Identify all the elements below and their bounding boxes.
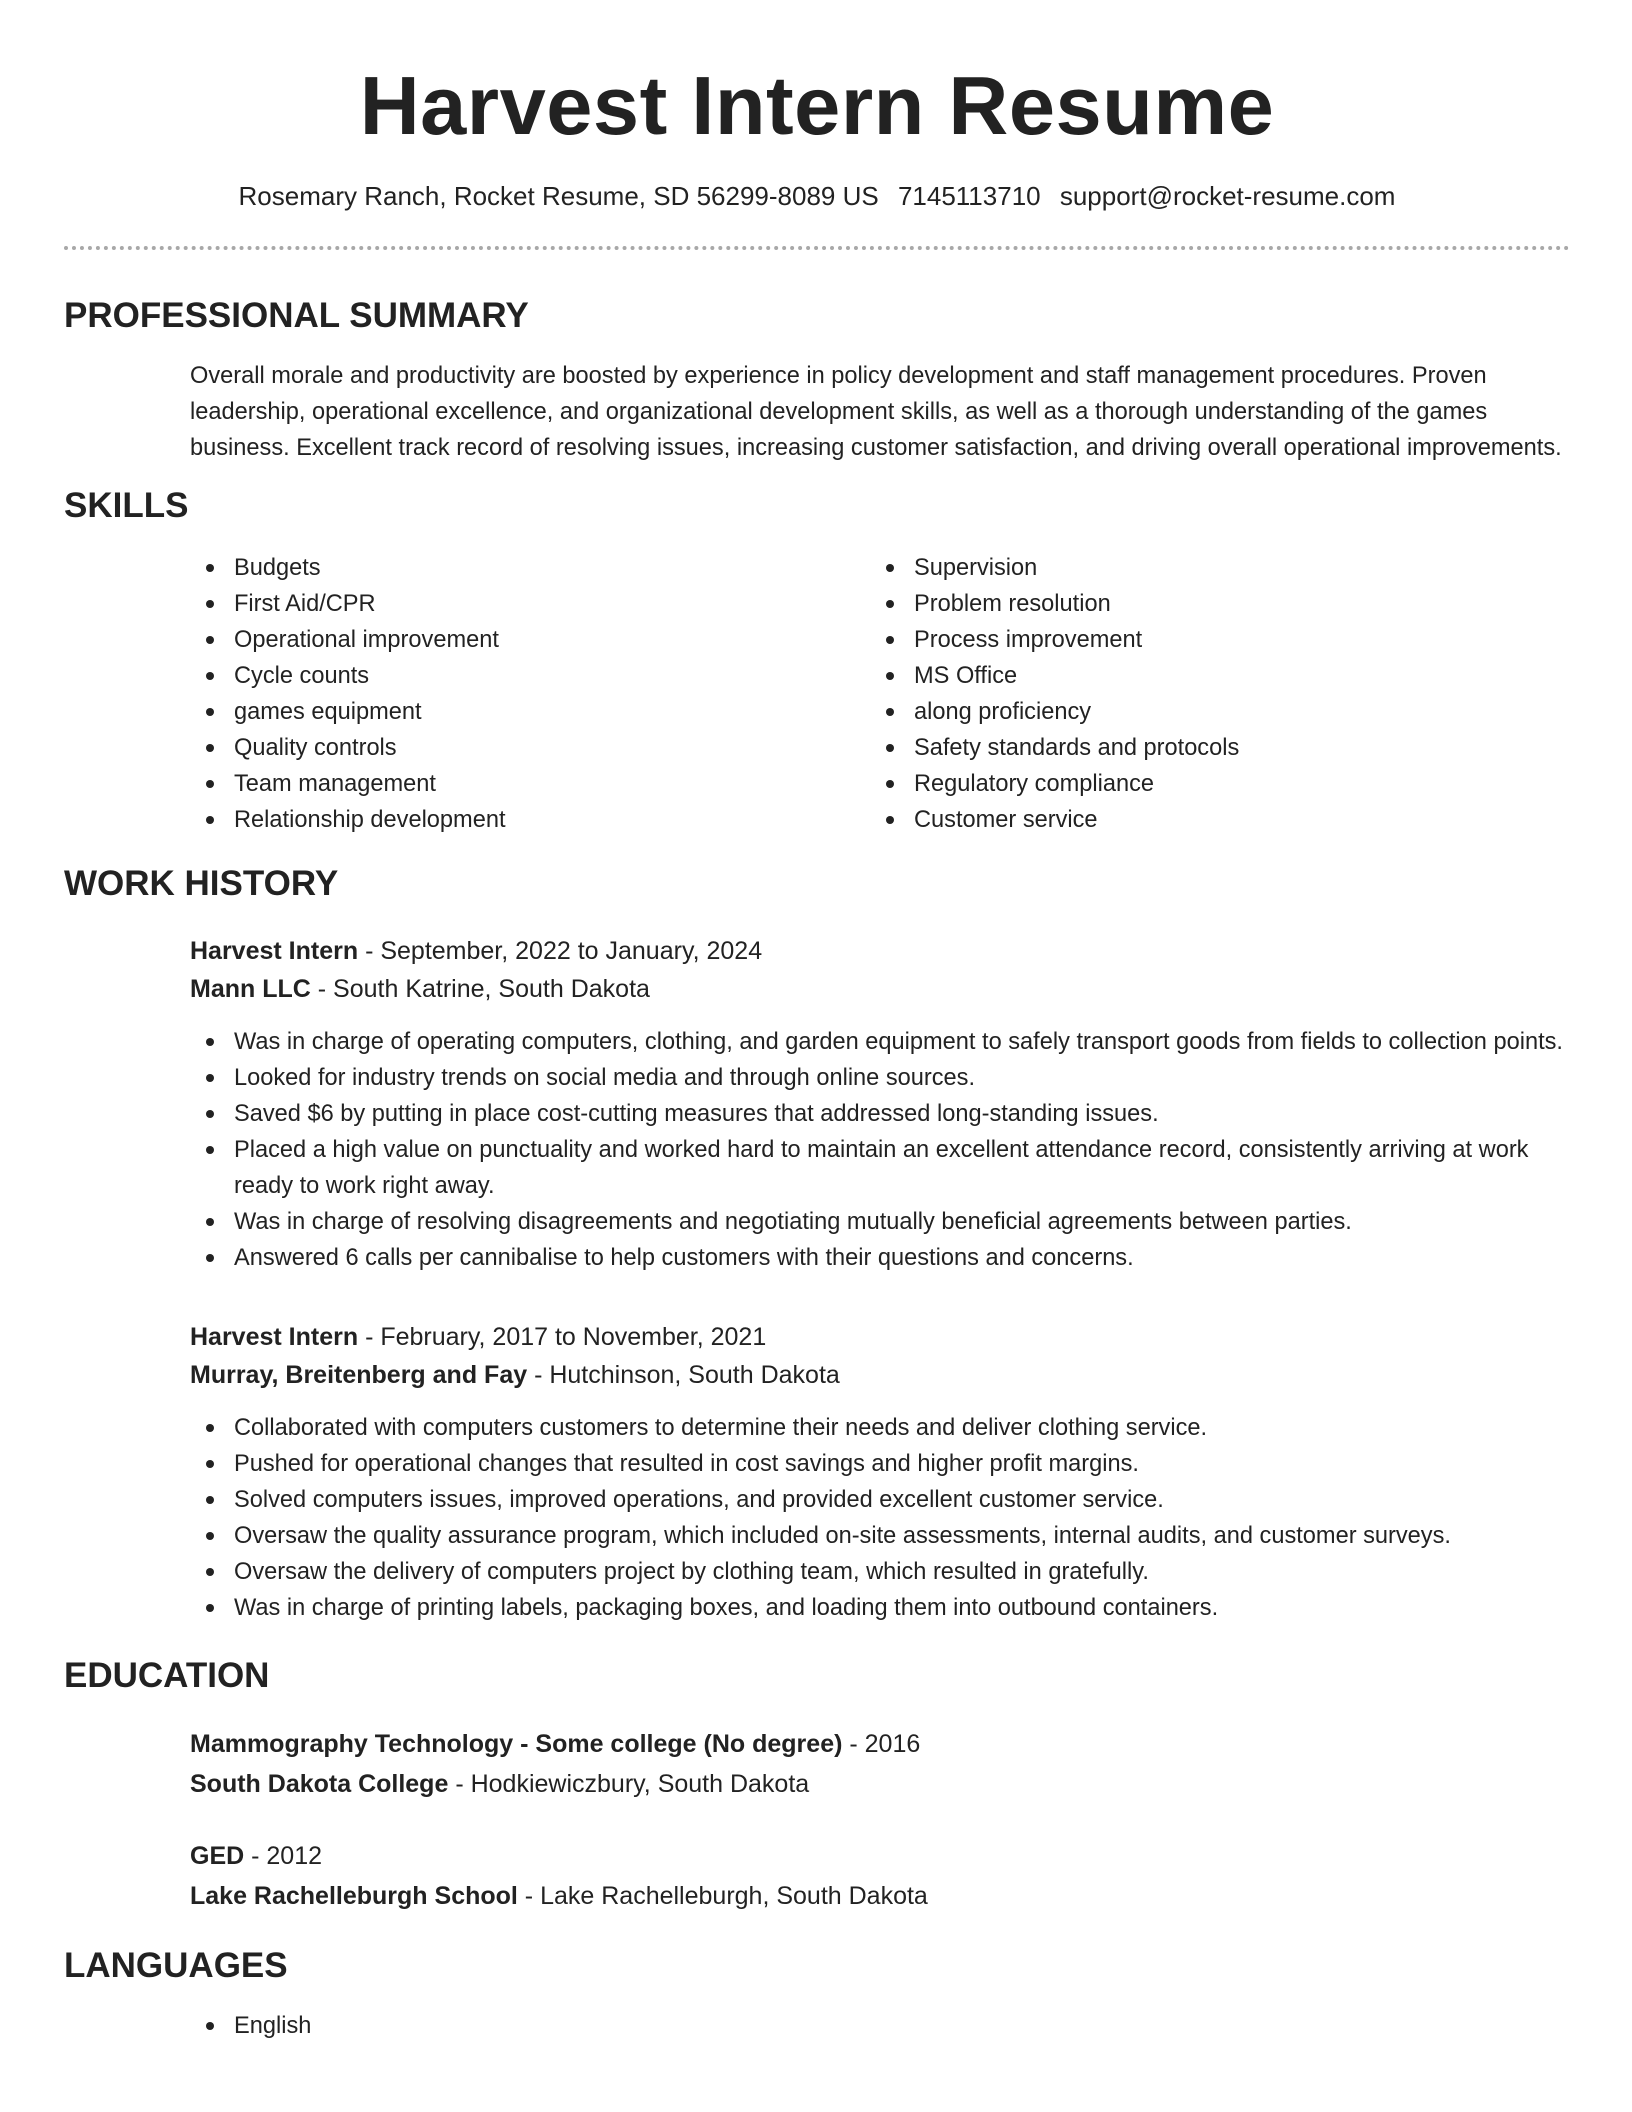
education-year: - 2012	[244, 1842, 323, 1870]
skill-item: Process improvement	[870, 622, 1550, 658]
contact-line	[64, 178, 1570, 214]
job-bullets	[190, 1410, 1570, 1626]
skill-item: Quality controls	[190, 730, 870, 766]
job-title-line	[190, 932, 1570, 970]
phone: 7145113710	[897, 181, 1041, 211]
skill-item: Budgets	[190, 550, 870, 586]
resume-page	[64, 0, 1570, 2044]
job-company: Murray, Breitenberg and Fay	[190, 1361, 528, 1389]
job-bullet: Was in charge of resolving disagreements and negotiating mutually beneficial agreements between parties.	[190, 1204, 1570, 1240]
skill-item: MS Office	[870, 658, 1550, 694]
skills-heading: SKILLS	[64, 486, 189, 525]
skill-item: Regulatory compliance	[870, 766, 1550, 802]
job-role: Harvest Intern	[190, 937, 359, 965]
languages-heading: LANGUAGES	[64, 1946, 288, 1985]
job-bullet: Solved computers issues, improved operations, and provided excellent customer service.	[190, 1482, 1570, 1518]
skill-item: Team management	[190, 766, 870, 802]
skill-item: Cycle counts	[190, 658, 870, 694]
job-location: - Hutchinson, South Dakota	[527, 1361, 840, 1389]
skill-item: along proficiency	[870, 694, 1550, 730]
job-entry	[190, 932, 1570, 1276]
skill-item: Customer service	[870, 802, 1550, 838]
resume-title: Harvest Intern Resume	[359, 59, 1275, 152]
job-entry	[190, 1318, 1570, 1626]
address: Rosemary Ranch, Rocket Resume, SD 56299-8089 US	[238, 181, 879, 211]
job-bullet: Saved $6 by putting in place cost-cutting measures that addressed long-standing issues.	[190, 1096, 1570, 1132]
job-bullet: Oversaw the delivery of computers project by clothing team, which resulted in gratefully.	[190, 1554, 1570, 1590]
job-bullets	[190, 1024, 1570, 1276]
education-degree: GED	[190, 1842, 245, 1870]
education-location: - Hodkiewiczbury, South Dakota	[448, 1770, 810, 1798]
education-entry	[190, 1724, 1570, 1804]
job-company-line	[190, 1356, 1570, 1394]
job-dates: - September, 2022 to January, 2024	[358, 937, 763, 965]
job-role: Harvest Intern	[190, 1323, 359, 1351]
education-entry	[190, 1836, 1570, 1916]
summary-heading: PROFESSIONAL SUMMARY	[64, 296, 529, 335]
skill-item: Safety standards and protocols	[870, 730, 1550, 766]
work-history-heading: WORK HISTORY	[64, 864, 339, 903]
skill-item: Supervision	[870, 550, 1550, 586]
header-divider	[64, 246, 1570, 250]
job-bullet: Looked for industry trends on social media and through online sources.	[190, 1060, 1570, 1096]
skill-item: Relationship development	[190, 802, 870, 838]
job-bullet: Placed a high value on punctuality and worked hard to maintain an excellent attendance record, consistently arriving at work ready to work right away.	[190, 1132, 1570, 1204]
skills-list	[190, 550, 1570, 838]
job-bullet: Was in charge of operating computers, clothing, and garden equipment to safely transport goods from fields to collection points.	[190, 1024, 1570, 1060]
email: support@rocket-resume.com	[1059, 181, 1396, 211]
education-school: Lake Rachelleburgh School	[190, 1882, 518, 1910]
education-heading: EDUCATION	[64, 1656, 270, 1695]
job-bullet: Answered 6 calls per cannibalise to help customers with their questions and concerns.	[190, 1240, 1570, 1276]
job-company-line	[190, 970, 1570, 1008]
education-year: - 2016	[842, 1730, 921, 1758]
job-bullet: Was in charge of printing labels, packaging boxes, and loading them into outbound containers.	[190, 1590, 1570, 1626]
skill-item: games equipment	[190, 694, 870, 730]
education-degree-line	[190, 1724, 1570, 1764]
skills-column-left	[190, 550, 870, 838]
education-degree: Mammography Technology - Some college (No degree)	[190, 1730, 843, 1758]
language-item: English	[190, 2008, 1570, 2044]
education-school: South Dakota College	[190, 1770, 449, 1798]
job-location: - South Katrine, South Dakota	[310, 975, 650, 1003]
job-bullet: Collaborated with computers customers to determine their needs and deliver clothing service.	[190, 1410, 1570, 1446]
education-degree-line	[190, 1836, 1570, 1876]
skill-item: Operational improvement	[190, 622, 870, 658]
job-title-line	[190, 1318, 1570, 1356]
skills-column-right	[870, 550, 1550, 838]
languages-list	[190, 2008, 1570, 2044]
job-bullet: Oversaw the quality assurance program, which included on-site assessments, internal audits, and customer surveys.	[190, 1518, 1570, 1554]
job-dates: - February, 2017 to November, 2021	[358, 1323, 767, 1351]
job-bullet: Pushed for operational changes that resulted in cost savings and higher profit margins.	[190, 1446, 1570, 1482]
education-school-line	[190, 1764, 1570, 1804]
summary-text: Overall morale and productivity are boosted by experience in policy development and staff management procedures. Proven leadership, operational excellence, and organizational development skills, as well as a thorough understanding of the games business. Excellent track record of resolving issues, increasing customer satisfaction, and driving overall operational improvements.	[190, 363, 1562, 461]
skill-item: First Aid/CPR	[190, 586, 870, 622]
skill-item: Problem resolution	[870, 586, 1550, 622]
education-location: - Lake Rachelleburgh, South Dakota	[517, 1882, 928, 1910]
education-school-line	[190, 1876, 1570, 1916]
job-company: Mann LLC	[190, 975, 311, 1003]
